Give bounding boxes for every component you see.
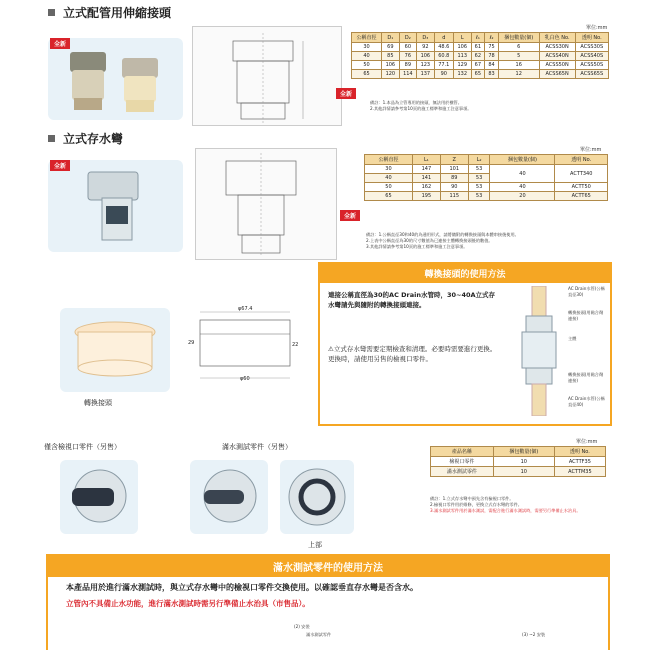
table-cell: 滿水測試零件 xyxy=(431,467,494,477)
table-cell: 120 xyxy=(382,70,400,79)
col-header: D₃ xyxy=(417,33,435,43)
table-cell: 114 xyxy=(399,70,417,79)
table-cell: 60 xyxy=(399,43,417,52)
table-row xyxy=(431,457,606,467)
note-line: 2.檢視口零件用於維修，更換立式存水彎的零件。 xyxy=(430,502,522,507)
col-header: Z xyxy=(440,155,468,165)
table-header-row xyxy=(365,155,608,165)
table-cell: 53 xyxy=(468,183,490,192)
note-line: 2.上表中公稱直徑為30的尺寸數值為已連接主體轉換接頭後的數值。 xyxy=(366,238,493,243)
table-cell: 檢視口零件 xyxy=(431,457,494,467)
col-header: 捆包數量(個) xyxy=(493,447,554,457)
note-line: 3.滿水測試零件用於滿水測試，需配合進行滿水測試時，需要另行準備止水治具。 xyxy=(430,508,581,513)
table-row xyxy=(352,43,609,52)
table-cell: 195 xyxy=(412,192,440,201)
table-cell: 40 xyxy=(365,174,413,183)
table-row xyxy=(365,183,608,192)
section1-notes xyxy=(370,100,610,112)
table-cell: 67 xyxy=(471,61,485,70)
parts-table xyxy=(430,446,606,477)
inspection-part-photo xyxy=(60,460,138,534)
table-cell: 6 xyxy=(498,43,539,52)
table-cell: ACSS50N xyxy=(539,61,575,70)
table-cell: ACSS30N xyxy=(539,43,575,52)
dim-top: φ67.4 xyxy=(238,306,253,312)
diagram-label: 轉換接頭(用黏合劑連接) xyxy=(568,310,604,321)
parts-unit: 單位:mm xyxy=(576,439,598,445)
section1-title-text: 立式配管用伸縮接頭 xyxy=(63,6,172,20)
table-cell: 48.6 xyxy=(434,43,453,52)
adapter-caption: 轉換接頭 xyxy=(84,399,112,407)
section1-unit: 單位:mm xyxy=(586,25,608,31)
table-cell: ACSS65N xyxy=(539,70,575,79)
section2-unit: 單位:mm xyxy=(580,147,602,153)
table-cell: 40 xyxy=(490,165,555,183)
table-cell: 129 xyxy=(454,61,472,70)
parts-label3: 上部 xyxy=(308,541,322,549)
table-cell: 113 xyxy=(454,52,472,61)
table-cell: 50 xyxy=(365,183,413,192)
table-cell: 92 xyxy=(417,43,435,52)
howto2-line2: 立管內不具備止水功能，進行滿水測試時需另行準備止水治具（市售品）。 xyxy=(66,599,310,608)
table-cell: 162 xyxy=(412,183,440,192)
note-line: 備註：1.立式存水彎中預先含有檢視口零件。 xyxy=(430,496,514,501)
col-header: 公稱直徑 xyxy=(352,33,382,43)
table-cell: ACSS30S xyxy=(575,43,608,52)
col-header: 捆包數量(個) xyxy=(490,155,555,165)
table-cell: 65 xyxy=(365,192,413,201)
howto1-warning: ⚠立式存水彎需要定期檢查和清理。必要時需要進行更換。更換時，請使用另售的檢視口零件。 xyxy=(328,345,497,363)
table-cell: ACSS40S xyxy=(575,52,608,61)
table-cell: 60.8 xyxy=(434,52,453,61)
table-cell: 78 xyxy=(485,52,499,61)
howto1-title: 轉換接頭的使用方法 xyxy=(320,264,610,283)
table-cell: 50 xyxy=(352,61,382,70)
table-cell: 132 xyxy=(454,70,472,79)
howto2-step3: (3) ~2 安裝 xyxy=(522,632,546,637)
section2-title-text: 立式存水彎 xyxy=(63,132,124,146)
note-line: 備註：1.公稱直徑30和40的為通用形式，請將隨附的轉換接頭與本體串接後使用。 xyxy=(366,232,519,237)
note-line: 2.其他詳情請參考第10頁的施工標準和施工注意事項。 xyxy=(370,106,472,111)
parts-notes xyxy=(430,496,606,514)
new-badge: 全新 xyxy=(50,38,70,49)
table-cell: 137 xyxy=(417,70,435,79)
diagram-label: 轉換接頭(用黏合劑連接) xyxy=(568,372,604,383)
table-cell: 77.1 xyxy=(434,61,453,70)
parts-label2: 滿水測試零件（另售） xyxy=(222,443,292,451)
table-cell: 40 xyxy=(352,52,382,61)
adapter-image xyxy=(60,308,170,392)
table-cell: 53 xyxy=(468,192,490,201)
table-cell: 89 xyxy=(399,61,417,70)
table-row xyxy=(352,70,609,79)
table-cell: 20 xyxy=(490,192,555,201)
col-header: D₂ xyxy=(399,33,417,43)
table-cell: 115 xyxy=(440,192,468,201)
table-cell: 40 xyxy=(490,183,555,192)
row-new-badge: 全新 xyxy=(340,210,360,221)
table-cell: 90 xyxy=(440,183,468,192)
howto2-step2: (2) 安裝 xyxy=(294,624,310,629)
dim-left: 29 xyxy=(188,340,195,346)
table-cell: ACSS65S xyxy=(575,70,608,79)
table-cell: ACTT340 xyxy=(555,165,608,183)
expansion-joint-image xyxy=(48,38,183,120)
table-cell: ACSS50S xyxy=(575,61,608,70)
dim-right: 22 xyxy=(292,342,299,348)
row-new-badge: 全新 xyxy=(336,88,356,99)
table-cell: 84 xyxy=(485,61,499,70)
col-header: 透明 No. xyxy=(575,33,608,43)
table-cell: ACTTF35 xyxy=(554,457,605,467)
test-part-photo2 xyxy=(280,460,354,534)
col-header: ℓ₂ xyxy=(485,33,499,43)
table-cell: ACTTM35 xyxy=(554,467,605,477)
diagram-label: AC Drain水管(公稱直徑30) xyxy=(568,286,605,297)
table-cell: 106 xyxy=(454,43,472,52)
table-row xyxy=(352,61,609,70)
table-cell: 30 xyxy=(352,43,382,52)
section2-table xyxy=(364,154,608,201)
howto2-box xyxy=(46,554,610,650)
table-cell: 76 xyxy=(399,52,417,61)
table-cell: 53 xyxy=(468,165,490,174)
table-cell: 123 xyxy=(417,61,435,70)
bullet-icon xyxy=(48,135,55,142)
pipe-connection-diagram xyxy=(508,286,568,416)
table-cell: 90 xyxy=(434,70,453,79)
table-cell: 65 xyxy=(471,70,485,79)
parts-label1: 僅含檢視口零件（另售） xyxy=(44,443,121,451)
howto2-line1: 本產品用於進行滿水測試時，與立式存水彎中的檢視口零件交換使用。以確認垂直存水彎是否含水。 xyxy=(66,583,418,592)
table-cell: 101 xyxy=(440,165,468,174)
table-cell: 53 xyxy=(468,174,490,183)
section1-title xyxy=(48,4,171,21)
table-cell: 10 xyxy=(493,457,554,467)
table-cell: 30 xyxy=(365,165,413,174)
dim-bottom: φ60 xyxy=(240,376,250,382)
col-header: D₁ xyxy=(382,33,400,43)
table-cell: 85 xyxy=(382,52,400,61)
diagram-label: AC Drain水管(公稱直徑40) xyxy=(568,396,605,407)
table-cell: ACTT50 xyxy=(555,183,608,192)
note-line: 備註：1.本品為立管專用的接頭，無法用於橫管。 xyxy=(370,100,462,105)
col-header: 捆包數量(個) xyxy=(498,33,539,43)
adapter-photo xyxy=(60,308,170,392)
table-cell: 69 xyxy=(382,43,400,52)
col-header: L xyxy=(454,33,472,43)
table-cell: 83 xyxy=(485,70,499,79)
table-cell: 147 xyxy=(412,165,440,174)
table-header-row xyxy=(431,447,606,457)
col-header: 透明 No. xyxy=(555,155,608,165)
trap-technical-drawing xyxy=(196,149,336,259)
table-row xyxy=(352,52,609,61)
diagram-label: 主體 xyxy=(568,336,577,341)
inspection-part-image xyxy=(60,460,138,534)
section1-photo xyxy=(48,38,183,120)
table-cell: 61 xyxy=(471,43,485,52)
table-cell: 16 xyxy=(498,61,539,70)
note-line: 3.其他詳情請參考第10頁的施工標準和施工注意事項。 xyxy=(366,244,468,249)
test-part-photo1 xyxy=(190,460,268,534)
joint-technical-drawing xyxy=(193,27,341,125)
section2-notes xyxy=(366,232,610,250)
new-badge: 全新 xyxy=(50,160,70,171)
table-cell: 75 xyxy=(485,43,499,52)
table-header-row xyxy=(352,33,609,43)
table-row xyxy=(431,467,606,477)
col-header: 產品名稱 xyxy=(431,447,494,457)
table-cell: ACSS40N xyxy=(539,52,575,61)
table-cell: 106 xyxy=(382,61,400,70)
col-header: L₁ xyxy=(412,155,440,165)
howto1-box xyxy=(318,262,612,426)
table-cell: 10 xyxy=(493,467,554,477)
table-cell: ACTT65 xyxy=(555,192,608,201)
col-header: 乳白色 No. xyxy=(539,33,575,43)
trap-image xyxy=(48,160,183,252)
test-part-image-top xyxy=(280,460,354,534)
howto1-text: 連接公稱直徑為30的AC Drain水管時，30~40A立式存水彎請先與隨附的轉換接頭連接。 xyxy=(328,291,496,309)
table-cell: 5 xyxy=(498,52,539,61)
howto2-title: 滿水測試零件的使用方法 xyxy=(48,556,608,577)
section2-drawing xyxy=(195,148,337,260)
table-cell: 106 xyxy=(417,52,435,61)
test-part-image-side xyxy=(190,460,268,534)
howto2-step2b: 滿水測試零件 xyxy=(306,632,332,637)
col-header: 公稱直徑 xyxy=(365,155,413,165)
col-header: ℓ₁ xyxy=(471,33,485,43)
section2-photo xyxy=(48,160,183,252)
section2-title xyxy=(48,130,123,147)
adapter-drawing xyxy=(180,306,310,388)
col-header: d xyxy=(434,33,453,43)
table-cell: 12 xyxy=(498,70,539,79)
table-cell: 89 xyxy=(440,174,468,183)
table-cell: 141 xyxy=(412,174,440,183)
section1-table xyxy=(351,32,609,79)
section1-drawing xyxy=(192,26,342,126)
table-cell: 62 xyxy=(471,52,485,61)
col-header: L₂ xyxy=(468,155,490,165)
table-row xyxy=(365,192,608,201)
col-header: 透明 No. xyxy=(554,447,605,457)
table-cell: 65 xyxy=(352,70,382,79)
table-row xyxy=(365,165,608,174)
bullet-icon xyxy=(48,9,55,16)
